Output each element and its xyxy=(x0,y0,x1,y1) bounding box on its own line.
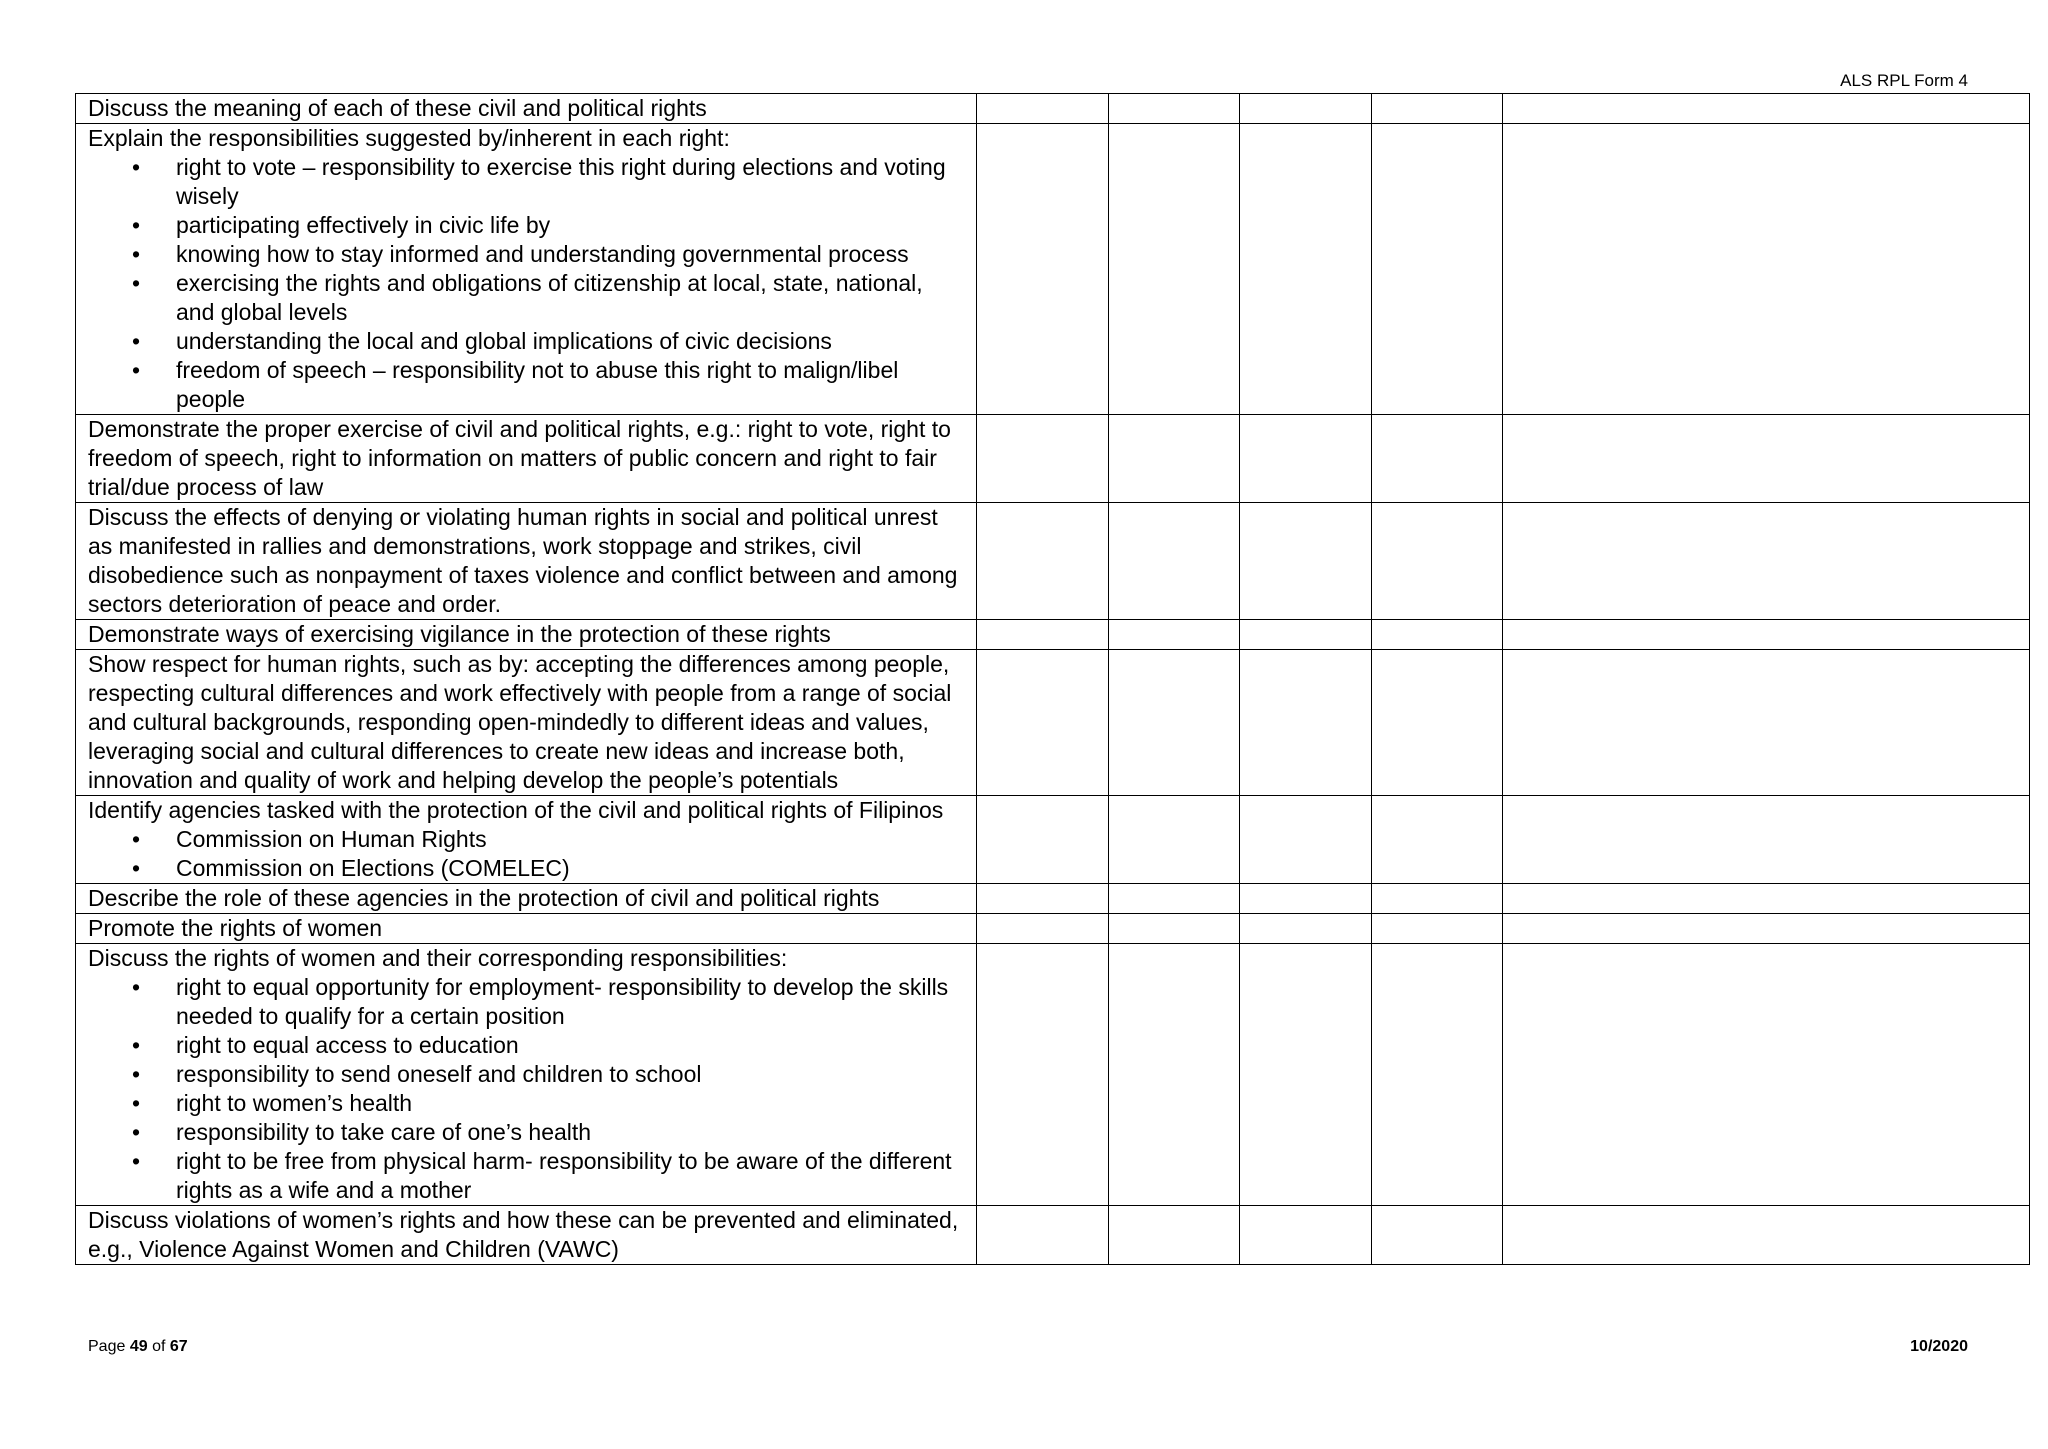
rating-cell[interactable] xyxy=(1240,503,1372,620)
competency-table xyxy=(75,93,2030,1265)
competency-text: Discuss the rights of women and their corresponding responsibilities: xyxy=(88,945,788,971)
rating-cell[interactable] xyxy=(1372,914,1503,944)
bullet-item: • right to women’s health xyxy=(176,1089,964,1118)
competency-cell xyxy=(76,503,977,620)
rating-cell[interactable] xyxy=(1372,884,1503,914)
rating-cell[interactable] xyxy=(1109,620,1240,650)
rating-cell[interactable] xyxy=(1109,124,1240,415)
rating-cell[interactable] xyxy=(1372,1206,1503,1265)
rating-cell[interactable] xyxy=(1240,94,1372,124)
bullet-item: • right to vote – responsibility to exercise this right during elections and voting wisely xyxy=(176,153,964,211)
page-number xyxy=(88,1338,188,1356)
bullet-item: • participating effectively in civic life by xyxy=(176,211,964,240)
rating-cell[interactable] xyxy=(1503,944,2030,1206)
rating-cell[interactable] xyxy=(1503,884,2030,914)
rating-cell[interactable] xyxy=(1503,914,2030,944)
competency-cell xyxy=(76,620,977,650)
competency-text: Demonstrate the proper exercise of civil and political rights, e.g.: right to vote, right to freedom of speech, right to information on matters of public concern and right to fair trial/due process of law xyxy=(88,416,951,500)
bullet-list xyxy=(88,825,964,883)
rating-cell[interactable] xyxy=(1372,415,1503,503)
competency-cell xyxy=(76,1206,977,1265)
competency-cell xyxy=(76,884,977,914)
competency-cell xyxy=(76,124,977,415)
table-row xyxy=(76,914,2030,944)
rating-cell[interactable] xyxy=(977,620,1109,650)
bullet-item: • responsibility to take care of one’s health xyxy=(176,1118,964,1147)
rating-cell[interactable] xyxy=(977,124,1109,415)
rating-cell[interactable] xyxy=(1240,124,1372,415)
table-row xyxy=(76,884,2030,914)
rating-cell[interactable] xyxy=(1240,1206,1372,1265)
page-current: 49 xyxy=(129,1338,148,1355)
rating-cell[interactable] xyxy=(977,415,1109,503)
rating-cell[interactable] xyxy=(1372,503,1503,620)
rating-cell[interactable] xyxy=(1503,124,2030,415)
rating-cell[interactable] xyxy=(1240,914,1372,944)
table-row xyxy=(76,1206,2030,1265)
rating-cell[interactable] xyxy=(1372,94,1503,124)
page-word: Page xyxy=(88,1338,126,1355)
competency-text: Describe the role of these agencies in the protection of civil and political rights xyxy=(88,885,880,911)
bullet-item: • understanding the local and global implications of civic decisions xyxy=(176,327,964,356)
rating-cell[interactable] xyxy=(1372,124,1503,415)
table-row xyxy=(76,796,2030,884)
bullet-item: • freedom of speech – responsibility not to abuse this right to malign/libel people xyxy=(176,356,964,414)
table-row xyxy=(76,944,2030,1206)
competency-text: Discuss the meaning of each of these civil and political rights xyxy=(88,95,707,121)
competency-text: Demonstrate ways of exercising vigilance in the protection of these rights xyxy=(88,621,831,647)
table-row xyxy=(76,94,2030,124)
bullet-item: • knowing how to stay informed and understanding governmental process xyxy=(176,240,964,269)
rating-cell[interactable] xyxy=(1503,796,2030,884)
competency-cell xyxy=(76,944,977,1206)
competency-text: Discuss violations of women’s rights and how these can be prevented and eliminated, e.g., Violence Against Women and Children (VAWC) xyxy=(88,1207,959,1262)
of-word: of xyxy=(152,1338,166,1355)
rating-cell[interactable] xyxy=(1109,415,1240,503)
rating-cell[interactable] xyxy=(1372,944,1503,1206)
competency-cell xyxy=(76,415,977,503)
rating-cell[interactable] xyxy=(1503,415,2030,503)
bullet-item: • responsibility to send oneself and children to school xyxy=(176,1060,964,1089)
rating-cell[interactable] xyxy=(1503,650,2030,796)
bullet-list xyxy=(88,153,964,414)
table-row xyxy=(76,620,2030,650)
rating-cell[interactable] xyxy=(1109,796,1240,884)
competency-cell xyxy=(76,914,977,944)
rating-cell[interactable] xyxy=(1240,415,1372,503)
bullet-item: • Commission on Elections (COMELEC) xyxy=(176,854,964,883)
rating-cell[interactable] xyxy=(977,503,1109,620)
rating-cell[interactable] xyxy=(1109,1206,1240,1265)
bullet-item: • right to be free from physical harm- responsibility to be aware of the different rights as a wife and a mother xyxy=(176,1147,964,1205)
rating-cell[interactable] xyxy=(1372,650,1503,796)
rating-cell[interactable] xyxy=(977,796,1109,884)
competency-cell xyxy=(76,650,977,796)
rating-cell[interactable] xyxy=(977,94,1109,124)
rating-cell[interactable] xyxy=(1109,884,1240,914)
rating-cell[interactable] xyxy=(1109,503,1240,620)
competency-text: Discuss the effects of denying or violating human rights in social and political unrest as manifested in rallies and demonstrations, work stoppage and strikes, civil disobedience such as nonpayment of taxes violence and conflict between and among sectors deterioration of peace and order. xyxy=(88,504,958,617)
rating-cell[interactable] xyxy=(1372,796,1503,884)
table-row xyxy=(76,124,2030,415)
rating-cell[interactable] xyxy=(1109,650,1240,796)
form-id: ALS RPL Form 4 xyxy=(1840,71,1968,90)
table-body xyxy=(76,94,2030,1265)
rating-cell[interactable] xyxy=(1372,620,1503,650)
rating-cell[interactable] xyxy=(1240,796,1372,884)
competency-text: Show respect for human rights, such as by: accepting the differences among people, respecting cultural differences and work effectively with people from a range of social and cultural backgrounds, responding open-mindedly to different ideas and values, leveraging social and cultural differences to create new ideas and increase both, innovation and quality of work and helping develop the people’s potentials xyxy=(88,651,952,793)
rating-cell[interactable] xyxy=(1503,620,2030,650)
competency-cell xyxy=(76,94,977,124)
bullet-item: • right to equal access to education xyxy=(176,1031,964,1060)
rating-cell[interactable] xyxy=(1240,620,1372,650)
rating-cell[interactable] xyxy=(1240,944,1372,1206)
rating-cell[interactable] xyxy=(977,944,1109,1206)
rating-cell[interactable] xyxy=(1503,503,2030,620)
bullet-list xyxy=(88,973,964,1205)
rating-cell[interactable] xyxy=(977,884,1109,914)
rating-cell[interactable] xyxy=(977,1206,1109,1265)
rating-cell[interactable] xyxy=(1503,1206,2030,1265)
rating-cell[interactable] xyxy=(1240,650,1372,796)
rating-cell[interactable] xyxy=(1109,944,1240,1206)
bullet-item: • exercising the rights and obligations of citizenship at local, state, national, and global levels xyxy=(176,269,964,327)
rating-cell[interactable] xyxy=(1240,884,1372,914)
rating-cell[interactable] xyxy=(1109,94,1240,124)
bullet-item: • right to equal opportunity for employment- responsibility to develop the skills needed to qualify for a certain position xyxy=(176,973,964,1031)
rating-cell[interactable] xyxy=(977,914,1109,944)
table-row xyxy=(76,650,2030,796)
table-row xyxy=(76,415,2030,503)
competency-text: Identify agencies tasked with the protection of the civil and political rights of Filipinos xyxy=(88,797,944,823)
rating-cell[interactable] xyxy=(977,650,1109,796)
competency-text: Promote the rights of women xyxy=(88,915,383,941)
page-total: 67 xyxy=(169,1338,188,1355)
rating-cell[interactable] xyxy=(1109,914,1240,944)
rating-cell[interactable] xyxy=(1503,94,2030,124)
table-row xyxy=(76,503,2030,620)
competency-text: Explain the responsibilities suggested by/inherent in each right: xyxy=(88,125,730,151)
competency-cell xyxy=(76,796,977,884)
footer-date: 10/2020 xyxy=(1910,1338,1968,1355)
bullet-item: • Commission on Human Rights xyxy=(176,825,964,854)
